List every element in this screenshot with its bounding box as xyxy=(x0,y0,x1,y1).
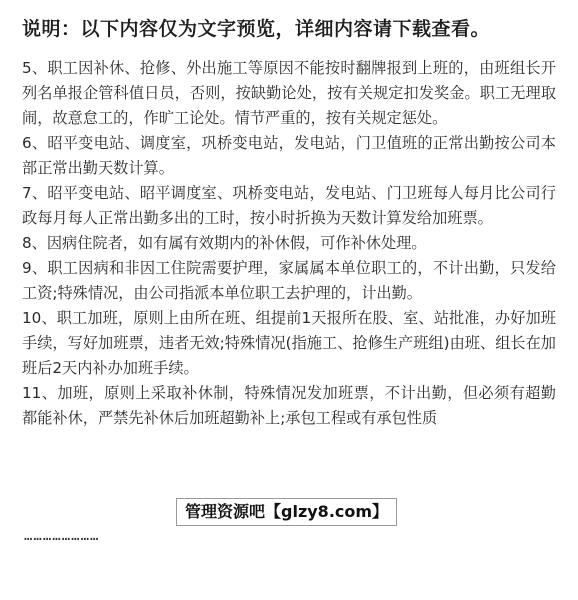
paragraph-10: 10、职工加班，原则上由所在班、组提前1天报所在股、室、站批准，办好加班手续，写好加班票，违者无效;特殊情况(指施工、抢修生产班组)由班、组长在加班后2天内补办加班手续。 xyxy=(22,309,556,377)
document-body xyxy=(22,56,556,431)
paragraph-6: 6、昭平变电站、调度室，巩桥变电站，发电站，门卫值班的正常出勤按公司本部正常出勤天数计算。 xyxy=(22,134,556,177)
paragraph-11: 11、加班，原则上采取补休制，特殊情况发加班票，不计出勤，但必须有超勤都能补休，严禁先补休后加班超勤补上;承包工程或有承包性质 xyxy=(22,384,556,427)
site-watermark: 管理资源吧【glzy8.com】 xyxy=(176,498,397,526)
truncation-ellipsis: …………………… xyxy=(24,528,100,544)
preview-notice: 说明：以下内容仅为文字预览，详细内容请下载查看。 xyxy=(22,18,491,40)
paragraph-7: 7、昭平变电站、昭平调度室、巩桥变电站，发电站、门卫班每人每月比公司行政每月每人正常出勤多出的工时，按小时折换为天数计算发给加班票。 xyxy=(22,184,556,227)
paragraph-8: 8、因病住院者，如有属有效期内的补休假，可作补休处理。 xyxy=(22,234,427,252)
paragraph-5: 5、职工因补休、抢修、外出施工等原因不能按时翻牌报到上班的，由班组长开列名单报企管科值日员，否则，按缺勤论处，按有关规定扣发奖金。职工无理取闹，故意怠工的，作旷工论处。情节严重的，按有关规定惩处。 xyxy=(22,59,556,127)
paragraph-9: 9、职工因病和非因工住院需要护理，家属属本单位职工的，不计出勤，只发给工资;特殊情况，由公司指派本单位职工去护理的，计出勤。 xyxy=(22,259,556,302)
